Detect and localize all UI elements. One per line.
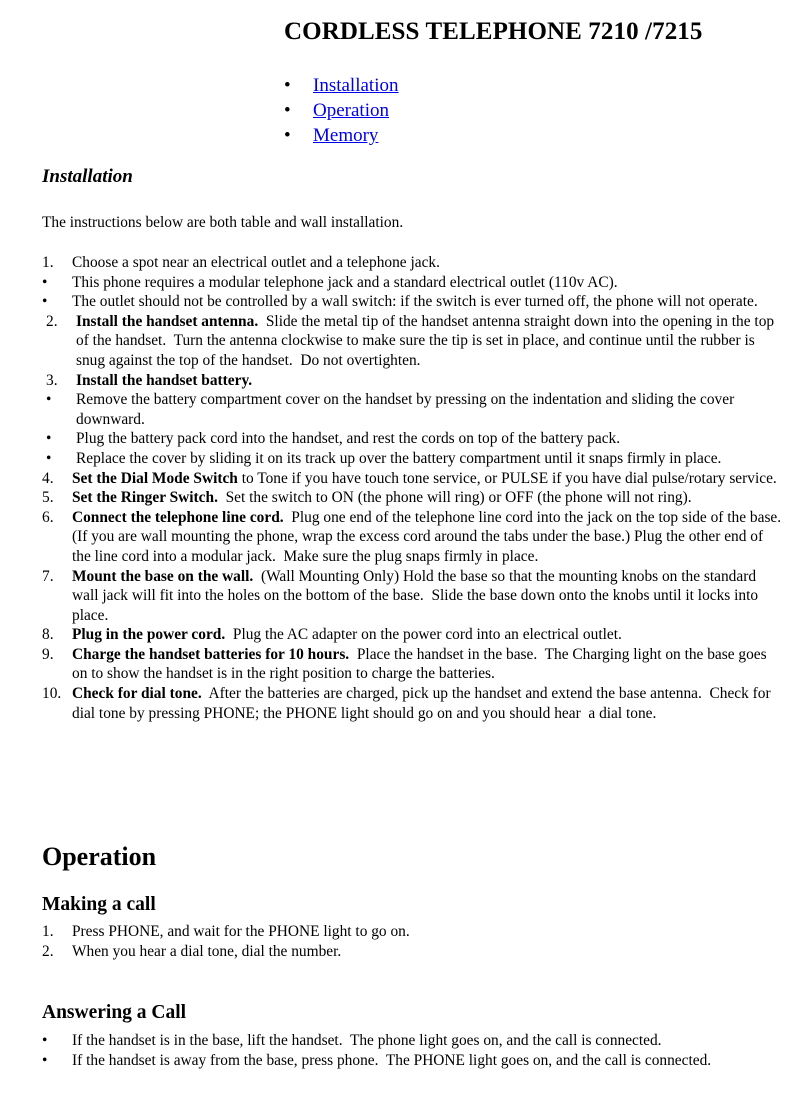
step-title: Install the handset antenna. [76,312,259,330]
bullet-icon: • [284,125,291,146]
installation-heading: Installation [42,166,133,187]
step-text: Press PHONE, and wait for the PHONE light to go on. [72,923,410,940]
bullet-icon: • [42,293,48,311]
step-text: When you hear a dial tone, dial the number. [72,943,342,960]
step-text: After the batteries are charged, pick up the handset and extend the base antenna. Check for dial tone by pressing PHONE; the PHONE light should go on and you should hear a dial tone. [72,685,775,722]
item-number: 8. [42,626,54,644]
making-call-list [42,922,782,962]
answering-call-heading: Answering a Call [42,1002,187,1023]
step-text: If the handset is away from the base, press phone. The PHONE light goes on, and the call is connected. [72,1052,712,1069]
list-item [42,625,782,645]
installation-intro: The instructions below are both table and wall installation. [42,214,404,231]
toc-link-operation[interactable]: Operation [313,100,389,121]
bullet-icon: • [46,391,52,409]
document-title: CORDLESS TELEPHONE 7210 /7215 [284,18,703,45]
item-number: 9. [42,645,54,663]
installation-steps [42,253,789,723]
item-number: 1. [42,254,54,271]
toc-link-memory[interactable]: Memory [313,125,379,146]
toc-item-memory [284,123,398,148]
list-item [42,390,782,429]
step-title: Install the handset battery. [76,371,253,389]
toc-item-operation [284,98,398,123]
bullet-icon: • [42,1052,48,1069]
step-title: Connect the telephone line cord. [72,508,284,526]
list-item [42,922,782,942]
answering-call-list [42,1031,782,1071]
bullet-icon: • [284,100,291,121]
item-number: 1. [42,923,54,940]
item-number: 2. [46,312,58,330]
bullet-icon: • [42,1032,48,1049]
step-title: Set the Ringer Switch. [72,489,218,507]
step-text: Set the switch to ON (the phone will ring) or OFF (the phone will not ring). [217,489,692,507]
toc-item-installation [284,73,398,98]
step-text: Replace the cover by sliding it on its track up over the battery compartment until it snaps firmly in place. [76,449,722,467]
step-title: Mount the base on the wall. [72,567,254,585]
item-number: 7. [42,567,54,585]
step-text: Place the handset in the base. The Charging light on the base goes on to show the handset is in the right position to charge the batteries. [72,645,771,683]
item-number: 10. [42,685,62,703]
list-item [42,429,782,449]
list-item [42,684,782,723]
list-item [42,469,782,489]
step-text: (Wall Mounting Only) Hold the base so that the mounting knobs on the standard wall jack will fit into the holes on the bottom of the base. Slide the base down onto the knobs until it locks into place. [72,567,762,624]
operation-heading: Operation [42,842,157,871]
list-item [42,645,782,684]
item-number: 2. [42,943,54,960]
step-title: Set the Dial Mode Switch [72,469,238,487]
list-item [42,1051,782,1071]
step-text: Slide the metal tip of the handset antenna straight down into the opening in the top of the handset. Turn the antenna clockwise to make sure the tip is set in place, and continue until the rubber is snug against the top of the handset. Do not overtighten. [76,312,778,369]
list-item [42,312,782,371]
step-title: Check for dial tone. [72,685,202,703]
list-item [42,942,782,962]
step-text: Remove the battery compartment cover on the handset by pressing on the indentation and sliding the cover downward. [76,391,739,428]
step-text: If the handset is in the base, lift the handset. The phone light goes on, and the call is connected. [72,1032,662,1049]
bullet-icon: • [46,430,52,448]
list-item [42,449,782,469]
item-number: 6. [42,508,54,526]
list-item [42,488,782,508]
step-text: The outlet should not be controlled by a wall switch: if the switch is ever turned off, the phone will not operate. [72,293,758,311]
step-title: Charge the handset batteries for 10 hours. [72,645,350,663]
list-item [42,371,782,391]
step-text: Choose a spot near an electrical outlet and a telephone jack. [72,254,440,271]
bullet-icon: • [284,75,291,96]
list-item [42,567,782,626]
step-text: Plug one end of the telephone line cord into the jack on the top side of the base. (If you are wall mounting the phone, wrap the excess cord around the tabs under the base.) Plug the other end of the line cord into a modular jack. Make sure the plug snaps firmly in place. [72,508,789,565]
item-number: 5. [42,489,54,507]
item-number: 3. [46,371,58,389]
bullet-icon: • [46,449,52,467]
list-item [42,292,782,312]
item-number: 4. [42,469,54,487]
step-title: Plug in the power cord. [72,626,226,644]
step-text: This phone requires a modular telephone jack and a standard electrical outlet (110v AC). [72,273,618,291]
list-item [42,1031,782,1051]
step-text: to Tone if you have touch tone service, or PULSE if you have dial pulse/rotary service. [237,469,777,487]
making-call-heading: Making a call [42,894,156,915]
table-of-contents [284,73,398,148]
toc-link-installation[interactable]: Installation [313,75,399,96]
step-text: Plug the battery pack cord into the handset, and rest the cords on top of the battery pack. [76,430,621,448]
list-item [42,508,789,567]
list-item [42,273,782,293]
bullet-icon: • [42,273,48,291]
step-text: Plug the AC adapter on the power cord into an electrical outlet. [225,626,622,644]
list-item [42,253,782,273]
